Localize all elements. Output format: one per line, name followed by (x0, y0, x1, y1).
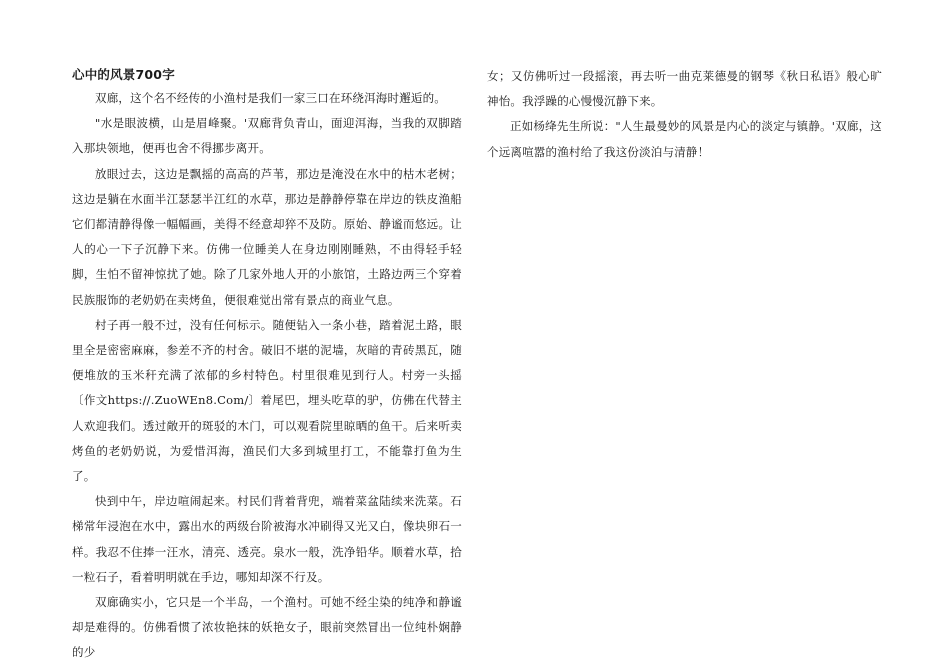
right-column (487, 64, 882, 165)
left-column (72, 64, 462, 666)
paragraph: 正如杨绛先生所说："人生最曼妙的风景是内心的淡定与镇静。'双廊，这个远离喧嚣的渔村给了我这份淡泊与清静！ (487, 119, 882, 159)
paragraph: 双廊确实小，它只是一个半岛，一个渔村。可她不经尘染的纯净和静谧却是难得的。仿佛看惯了浓妆艳抹的妖艳女子，眼前突然冒出一位纯朴娴静的少 (72, 595, 462, 660)
document-title: 心中的风景700字 (72, 67, 175, 82)
paragraph: 双廊，这个名不经传的小渔村是我们一家三口在环绕洱海时邂逅的。 (95, 91, 446, 105)
paragraph: 快到中午，岸边喧闹起来。村民们背着背兜，端着菜盆陆续来洗菜。石梯常年浸泡在水中，露出水的两级台阶被海水冲刷得又光又白，像块卵石一样。我忍不住捧一汪水，清亮、透亮。泉水一般，洗净铅华。顺着水草，拾一粒石子，看着明明就在手边，哪知却深不行及。 (72, 494, 462, 584)
paragraph: "水是眼波横，山是眉峰聚。'双廊背负青山，面迎洱海，当我的双脚踏入那块领地，便再也舍不得挪步离开。 (72, 116, 462, 156)
paragraph-continuation: 女；又仿佛听过一段摇滚，再去听一曲克莱德曼的钢琴《秋日私语》般心旷神怡。我浮躁的心慢慢沉静下来。 (487, 69, 882, 109)
paragraph: 村子再一般不过，没有任何标示。随便钻入一条小巷，踏着泥土路，眼里全是密密麻麻，参差不齐的村舍。破旧不堪的泥墙，灰暗的青砖黑瓦，随便堆放的玉米秆充满了浓郁的乡村特色。村里很难见到行人。村旁一头摇〔作文https://.ZuoWEn8.Com/〕着尾巴，埋头吃草的驴，仿佛在代替主人欢迎我们。透过敞开的斑驳的木门，可以观看院里晾晒的鱼干。后来听卖烤鱼的老奶奶说，为爱惜洱海，渔民们大多到城里打工，不能靠打鱼为生了。 (72, 317, 462, 484)
paragraph: 放眼过去，这边是飘摇的高高的芦苇，那边是淹没在水中的枯木老树；这边是躺在水面半江瑟瑟半江红的水草，那边是静静停靠在岸边的铁皮渔船它们都清静得像一幅幅画，美得不经意却猝不及防。原始、静谧而悠远。让人的心一下子沉静下来。仿佛一位睡美人在身边刚刚睡熟，不由得轻手轻脚，生怕不留神惊扰了她。除了几家外地人开的小旅馆，土路边两三个穿着民族服饰的老奶奶在卖烤鱼，便很难觉出常有景点的商业气息。 (72, 166, 462, 307)
